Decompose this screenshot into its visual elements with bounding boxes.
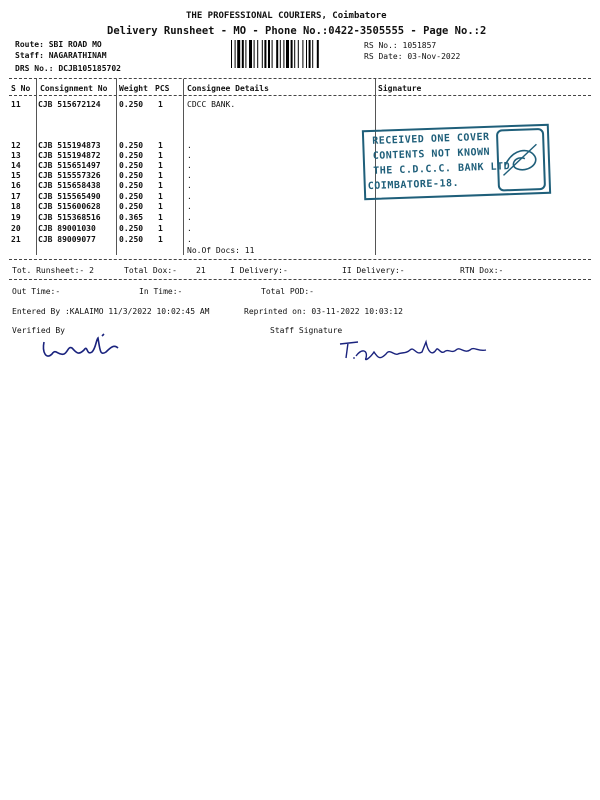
- barcode-bar: [302, 40, 303, 68]
- stamp-line: COIMBATORE-18.: [367, 177, 460, 193]
- stamp-signature-mark: [498, 130, 544, 190]
- row-sno: 14: [11, 161, 21, 170]
- reprinted-on: Reprinted on: 03-11-2022 10:03:12: [244, 307, 403, 316]
- barcode-bar: [242, 40, 244, 68]
- rs-number: RS No.: 1051857: [364, 41, 437, 50]
- row-weight: 0.365: [119, 213, 144, 222]
- row-sno: 12: [11, 141, 21, 150]
- row-details: .: [187, 235, 192, 244]
- row-weight: 0.250: [119, 192, 144, 201]
- staff-handwritten-signature: [336, 334, 496, 364]
- row-sno: 13: [11, 151, 21, 160]
- row-consignment: CJB 515651497: [38, 161, 101, 170]
- divider: [9, 259, 591, 260]
- row-weight: 0.250: [119, 151, 144, 160]
- out-time: Out Time:-: [12, 287, 61, 296]
- barcode-bar: [280, 40, 281, 68]
- total-pod: Total POD:-: [261, 287, 314, 296]
- barcode-bar: [298, 40, 299, 68]
- row-sno: 15: [11, 171, 21, 180]
- row-details: .: [187, 224, 192, 233]
- barcode-bar: [245, 40, 246, 68]
- col-divider: [36, 79, 37, 255]
- row-consignment: CJB 515600628: [38, 202, 101, 211]
- divider: [9, 78, 591, 79]
- divider: [9, 279, 591, 280]
- row-pcs: 1: [158, 235, 163, 244]
- row-weight: 0.250: [119, 224, 144, 233]
- row-consignment: CJB 515194873: [38, 141, 101, 150]
- col-header-signature: Signature: [378, 84, 422, 93]
- row-sno: 20: [11, 224, 21, 233]
- barcode: [231, 40, 359, 68]
- barcode-bar: [317, 40, 319, 68]
- row-sno: 11: [11, 100, 21, 109]
- barcode-bar: [235, 40, 236, 68]
- row-details: CDCC BANK.: [187, 100, 236, 109]
- verified-by-signature: [38, 330, 138, 364]
- col-header-consignee: Consignee Details: [187, 84, 269, 93]
- row-consignment: CJB 89001030: [38, 224, 96, 233]
- row-details: .: [187, 181, 192, 190]
- tot-runsheet: Tot. Runsheet:- 2: [12, 266, 94, 275]
- rtn-dox: RTN Dox:-: [460, 266, 504, 275]
- row-details: .: [187, 192, 192, 201]
- ii-delivery: II Delivery:-: [342, 266, 405, 275]
- row-details: .: [187, 213, 192, 222]
- row-pcs: 1: [158, 171, 163, 180]
- col-header-consignment: Consignment No: [40, 84, 108, 93]
- barcode-bar: [291, 40, 293, 68]
- received-stamp: [362, 124, 551, 200]
- row-weight: 0.250: [119, 100, 144, 109]
- staff-signature-label: Staff Signature: [270, 326, 343, 335]
- row-pcs: 1: [158, 141, 163, 150]
- row-details: .: [187, 171, 192, 180]
- row-weight: 0.250: [119, 141, 144, 150]
- row-weight: 0.250: [119, 202, 144, 211]
- no-of-docs: No.Of Docs: 11: [187, 246, 255, 255]
- rs-date: RS Date: 03-Nov-2022: [364, 52, 461, 61]
- i-delivery: I Delivery:-: [230, 266, 288, 275]
- barcode-bar: [262, 40, 263, 68]
- barcode-bar: [254, 40, 255, 68]
- row-pcs: 1: [158, 151, 163, 160]
- row-consignment: CJB 515557326: [38, 171, 101, 180]
- barcode-bar: [264, 40, 266, 68]
- barcode-bar: [276, 40, 278, 68]
- col-header-sno: S No: [11, 84, 31, 93]
- row-details: .: [187, 141, 192, 150]
- drs-number: DRS No.: DCJB105185702: [15, 64, 121, 73]
- row-pcs: 1: [158, 161, 163, 170]
- staff-label: Staff: NAGARATHINAM: [15, 51, 107, 60]
- divider: [9, 95, 591, 96]
- entered-by: Entered By :KALAIMO 11/3/2022 10:02:45 AM: [12, 307, 210, 316]
- row-consignment: CJB 515565490: [38, 192, 101, 201]
- barcode-bar: [268, 40, 270, 68]
- row-weight: 0.250: [119, 181, 144, 190]
- total-dox-value: 21: [196, 266, 206, 275]
- barcode-bar: [249, 40, 252, 68]
- row-weight: 0.250: [119, 171, 144, 180]
- row-details: .: [187, 151, 192, 160]
- row-weight: 0.250: [119, 161, 144, 170]
- stamp-line: THE C.D.C.C. BANK LTD: [373, 161, 511, 177]
- row-pcs: 1: [158, 181, 163, 190]
- row-consignment: CJB 515672124: [38, 100, 101, 109]
- stamp-line: CONTENTS NOT KNOWN: [372, 146, 491, 162]
- stamp-line: RECEIVED ONE COVER: [372, 131, 490, 147]
- row-pcs: 1: [158, 192, 163, 201]
- col-divider: [183, 79, 184, 255]
- company-title: THE PROFESSIONAL COURIERS, Coimbatore: [186, 11, 387, 21]
- row-consignment: CJB 89009077: [38, 235, 96, 244]
- row-sno: 17: [11, 192, 21, 201]
- col-header-weight: Weight: [119, 84, 148, 93]
- row-sno: 21: [11, 235, 21, 244]
- row-sno: 18: [11, 202, 21, 211]
- row-consignment: CJB 515658438: [38, 181, 101, 190]
- row-details: .: [187, 202, 192, 211]
- barcode-bar: [231, 40, 232, 68]
- route-label: Route: SBI ROAD MO: [15, 40, 102, 49]
- row-details: .: [187, 161, 192, 170]
- barcode-bar: [283, 40, 284, 68]
- barcode-bar: [257, 40, 258, 68]
- barcode-bar: [286, 40, 289, 68]
- barcode-bar: [272, 40, 273, 68]
- row-sno: 16: [11, 181, 21, 190]
- barcode-bar: [237, 40, 240, 68]
- col-header-pcs: PCS: [155, 84, 170, 93]
- runsheet-subtitle: Delivery Runsheet - MO - Phone No.:0422-3505555 - Page No.:2: [107, 25, 487, 37]
- row-weight: 0.250: [119, 235, 144, 244]
- row-consignment: CJB 515368516: [38, 213, 101, 222]
- row-pcs: 1: [158, 100, 163, 109]
- barcode-bar: [309, 40, 311, 68]
- total-dox-label: Total Dox:-: [124, 266, 177, 275]
- row-pcs: 1: [158, 202, 163, 211]
- row-pcs: 1: [158, 224, 163, 233]
- barcode-bar: [294, 40, 295, 68]
- in-time: In Time:-: [139, 287, 183, 296]
- stamp-signature-box: [496, 128, 546, 192]
- col-divider: [116, 79, 117, 255]
- barcode-bar: [312, 40, 313, 68]
- verified-by-label: Verified By: [12, 326, 65, 335]
- barcode-bar: [306, 40, 307, 68]
- row-consignment: CJB 515194872: [38, 151, 101, 160]
- row-sno: 19: [11, 213, 21, 222]
- row-pcs: 1: [158, 213, 163, 222]
